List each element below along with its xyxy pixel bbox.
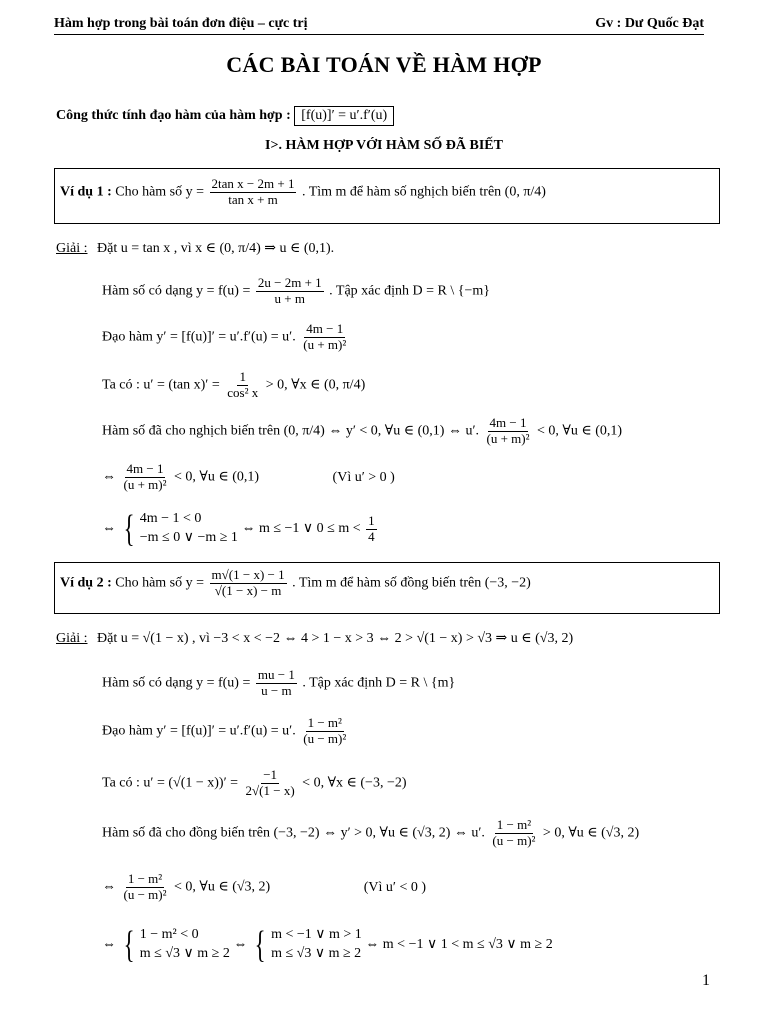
ex2-system-1: { 1 − m² < 0 m ≤ √3 ∨ m ≥ 2 [123,924,230,966]
ex1-solution-label: Giải : [56,241,88,256]
formula-box: [f(u)]′ = u′.f′(u) [294,106,394,126]
header-rule [54,34,704,35]
example-1-text: Cho hàm số [115,184,183,200]
ex2-step-4: Ta có : u′ = (√(1 − x))′ = $\frac{-1}{2√(1 - x)}$ < 0, ∀x ∈ (−3, −2) [102,767,407,798]
ex2-step-6: ⇔ $\frac{\text{1 − m²}}{\text{(u − m)²}}$ < 0, ∀u ∈ (√3, 2) (Vì u′ < 0 ) [102,871,427,902]
example-2-question: . Tìm m để hàm số đồng biến trên (−3, −2) [292,575,531,591]
page-number: 1 [702,972,710,989]
header-left: Hàm hợp trong bài toán đơn điệu – cực trị [54,16,308,31]
example-2-yeq: y = [185,575,205,591]
section-heading: I>. HÀM HỢP VỚI HÀM SỐ ĐÃ BIẾT [265,138,503,153]
example-2-statement [60,568,531,599]
example-2-fraction: $\frac{m√(1 - x) - 1}{√(1 - x) - m}$ [211,567,285,598]
example-2-text: Cho hàm số [115,575,183,591]
ex2-system-2: { m < −1 ∨ m > 1 m ≤ √3 ∨ m ≥ 2 [254,924,362,966]
ex1-step-2: Hàm số có dạng y = f(u) = $\frac{2u - 2m + 1}{u + m}$ . Tập xác định D = R \ {−m} [102,275,490,306]
example-1-fraction: $\frac{\text{2tan x − 2m + 1}}{\text{tan x + m}}$ [211,176,295,207]
ex2-step-5: Hàm số đã cho đồng biến trên (−3, −2) ⇔ y′ > 0, ∀u ∈ (√3, 2) ⇔ u′. $\frac{\text{1 − m²}}{\text{(u − m)²}}$ > 0, ∀u ∈ (√3, 2) [102,817,640,848]
ex1-step-1: Giải : Đặt u = tan x , vì x ∈ (0, π/4) ⇒ u ∈ (0,1). [56,241,335,256]
page-title: CÁC BÀI TOÁN VỀ HÀM HỢP [226,52,542,77]
formula-label: Công thức tính đạo hàm của hàm hợp : [56,108,291,123]
example-1-yeq: y = [185,184,205,200]
ex1-step-3: Đạo hàm y′ = [f(u)]′ = u′.f′(u) = u′. $\frac{4m - 1}{\text{(u + m)²}}$ [102,321,347,352]
ex1-step-7: ⇔ { 4m − 1 < 0 −m ≤ 0 ∨ −m ≥ 1 ⇔ m ≤ −1 ∨ 0 ≤ m < $\frac{1}{4}$ [102,508,375,550]
example-1-statement [60,177,546,208]
ex1-system: { 4m − 1 < 0 −m ≤ 0 ∨ −m ≥ 1 [123,508,238,550]
example-1-label: Ví dụ 1 : [60,184,112,200]
ex2-solution-label: Giải : [56,631,88,646]
example-2-label: Ví dụ 2 : [60,575,112,591]
ex2-step-2: Hàm số có dạng y = f(u) = $\frac{mu - 1}{u - m}$ . Tập xác định D = R \ {m} [102,667,456,698]
page-header [54,16,704,36]
ex1-step-4: Ta có : u′ = (tan x)′ = $\frac{1}{\text{cos² x}}$ > 0, ∀x ∈ (0, π/4) [102,369,366,400]
ex2-step-3: Đạo hàm y′ = [f(u)]′ = u′.f′(u) = u′. $\frac{\text{1 − m²}}{\text{(u − m)²}}$ [102,715,347,746]
example-1-question: . Tìm m để hàm số nghịch biến trên [301,184,502,200]
formula-intro [56,106,394,126]
example-1-interval: (0, π/4) [504,184,546,200]
ex2-step-7: ⇔ { 1 − m² < 0 m ≤ √3 ∨ m ≥ 2 ⇔ { m < −1 ∨ m > 1 m ≤ √3 ∨ m ≥ 2 ⇔ m < −1 ∨ 1 < m ≤ √3 ∨ m ≥ 2 [102,924,553,966]
ex1-step-6: ⇔ $\frac{4m - 1}{\text{(u + m)²}}$ < 0, ∀u ∈ (0,1) (Vì u′ > 0 ) [102,461,395,492]
ex2-step-1: Giải : Đặt u = √(1 − x) , vì −3 < x < −2 ⇔ 4 > 1 − x > 3 ⇔ 2 > √(1 − x) > √3 ⇒ u ∈ (√3, 2) [56,631,574,646]
header-right: Gv : Dư Quốc Đạt [595,16,704,31]
ex1-step-5: Hàm số đã cho nghịch biến trên (0, π/4) ⇔ y′ < 0, ∀u ∈ (0,1) ⇔ u′. $\frac{4m - 1}{\text{(u + m)²}}$ < 0, ∀u ∈ (0,1) [102,415,623,446]
